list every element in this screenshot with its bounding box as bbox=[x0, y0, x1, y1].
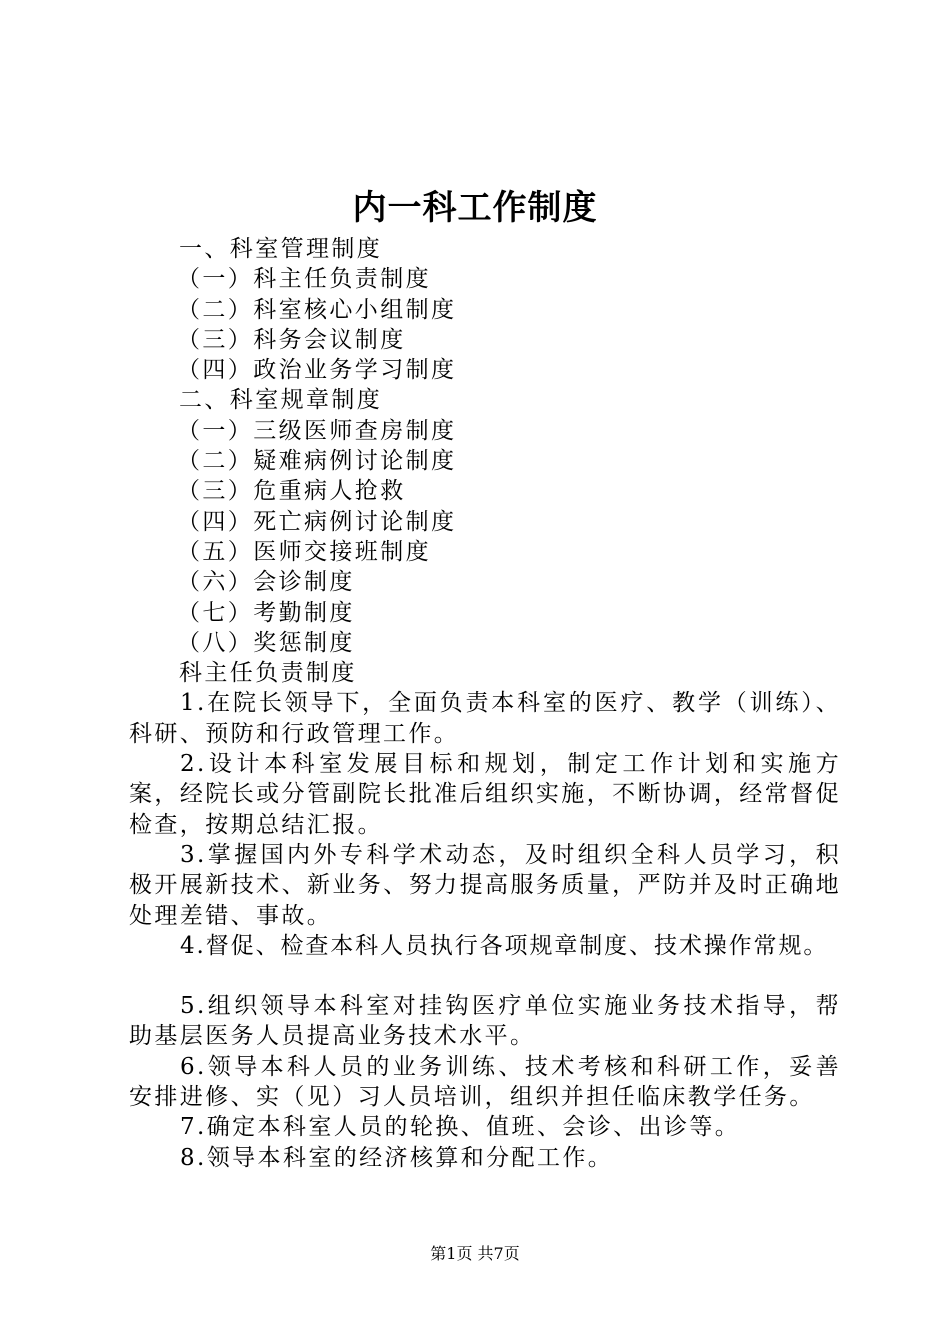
outline-item: （七）考勤制度 bbox=[177, 599, 355, 626]
outline-item: （一）三级医师查房制度 bbox=[177, 417, 457, 444]
outline-item: （五）医师交接班制度 bbox=[177, 538, 431, 565]
paragraph: 4.督促、检查本科人员执行各项规章制度、技术操作常规。 bbox=[180, 932, 829, 959]
paragraph: 7.确定本科室人员的轮换、值班、会诊、出诊等。 bbox=[180, 1114, 741, 1141]
section-heading: 科主任负责制度 bbox=[179, 660, 357, 687]
document-body bbox=[129, 234, 841, 1173]
paragraph: 8.领导本科室的经济核算和分配工作。 bbox=[180, 1144, 614, 1171]
outline-item: （三）科务会议制度 bbox=[177, 326, 406, 353]
paragraph: 6.领导本科人员的业务训练、技术考核和科研工作，妥善安排进修、实（见）习人员培训，组织并担任临床教学任务。 bbox=[129, 1053, 841, 1111]
outline-item: （八）奖惩制度 bbox=[177, 629, 355, 656]
document-title: 内一科工作制度 bbox=[352, 188, 598, 228]
paragraph: 2.设计本科室发展目标和规划，制定工作计划和实施方案，经院长或分管副院长批准后组织实施，不断协调，经常督促检查，按期总结汇报。 bbox=[129, 751, 841, 838]
paragraph: 1.在院长领导下，全面负责本科室的医疗、教学（训练）、科研、预防和行政管理工作。 bbox=[129, 690, 841, 747]
outline-item: （二）科室核心小组制度 bbox=[177, 296, 457, 323]
page-number-footer: 第1页 共7页 bbox=[430, 1244, 520, 1263]
outline-item: （六）会诊制度 bbox=[177, 569, 355, 596]
outline-section-heading: 二、科室规章制度 bbox=[179, 387, 383, 414]
paragraph: 5.组织领导本科室对挂钩医疗单位实施业务技术指导，帮助基层医务人员提高业务技术水平。 bbox=[129, 993, 841, 1050]
outline-section-heading: 一、科室管理制度 bbox=[179, 236, 383, 262]
outline-item: （四）死亡病例讨论制度 bbox=[177, 508, 457, 535]
outline-item: （三）危重病人抢救 bbox=[177, 478, 406, 505]
paragraph: 3.掌握国内外专科学术动态，及时组织全科人员学习，积极开展新技术、新业务、努力提高服务质量，严防并及时正确地处理差错、事故。 bbox=[129, 841, 841, 929]
outline-item: （一）科主任负责制度 bbox=[177, 266, 431, 293]
outline-item: （四）政治业务学习制度 bbox=[177, 357, 457, 384]
outline-item: （二）疑难病例讨论制度 bbox=[177, 448, 457, 475]
